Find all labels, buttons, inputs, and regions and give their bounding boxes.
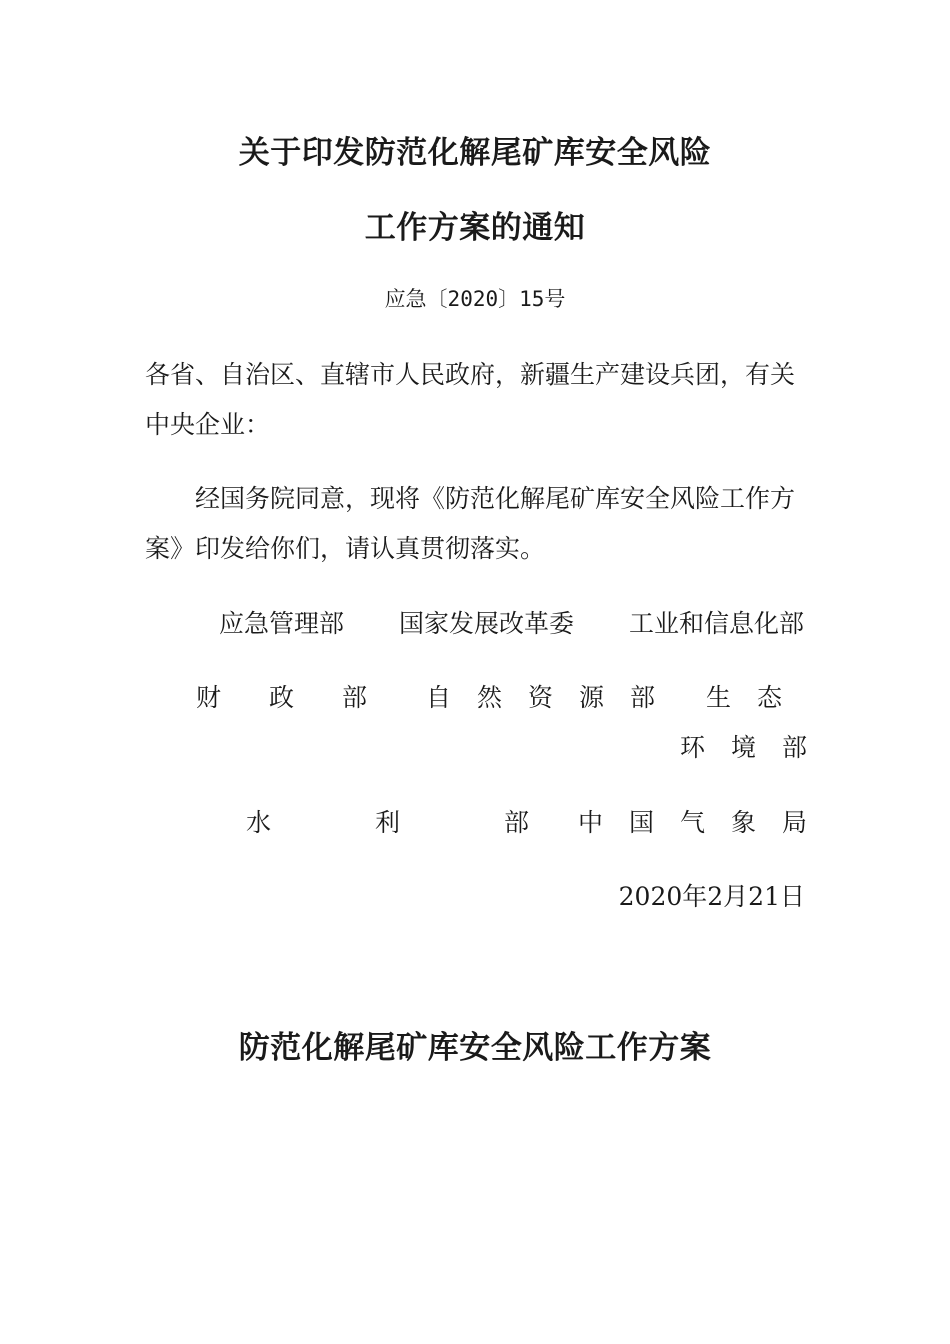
signatory-ecology-part1: 生态 <box>706 683 809 712</box>
signatory-ecology-part2: 环境部 <box>680 733 834 762</box>
notice-title-line2: 工作方案的通知 <box>364 210 586 246</box>
signatory-ndrc: 国家发展改革委 <box>399 609 575 638</box>
issue-date: 2020年2月21日 <box>618 882 805 911</box>
signatory-ministry-emergency: 应急管理部 <box>219 609 345 638</box>
recipients-paragraph: 各省、自治区、直辖市人民政府，新疆生产建设兵团，有关中央企业： <box>145 360 796 439</box>
signatory-natural-resources: 自然资源部 <box>426 683 682 712</box>
signatory-miit: 工业和信息化部 <box>629 609 805 638</box>
signatory-finance: 财政部 <box>196 683 416 712</box>
signatory-water-resources: 水利部 <box>246 808 634 837</box>
body-paragraph: 经国务院同意，现将《防范化解尾矿库安全风险工作方案》印发给你们，请认真贯彻落实。 <box>145 484 796 563</box>
notice-title-line1: 关于印发防范化解尾矿库安全风险 <box>238 135 712 171</box>
document-number: 应急〔2020〕15号 <box>384 287 566 311</box>
signatory-meteorology: 中国气象局 <box>578 808 834 837</box>
plan-title: 防范化解尾矿库安全风险工作方案 <box>238 1030 712 1066</box>
